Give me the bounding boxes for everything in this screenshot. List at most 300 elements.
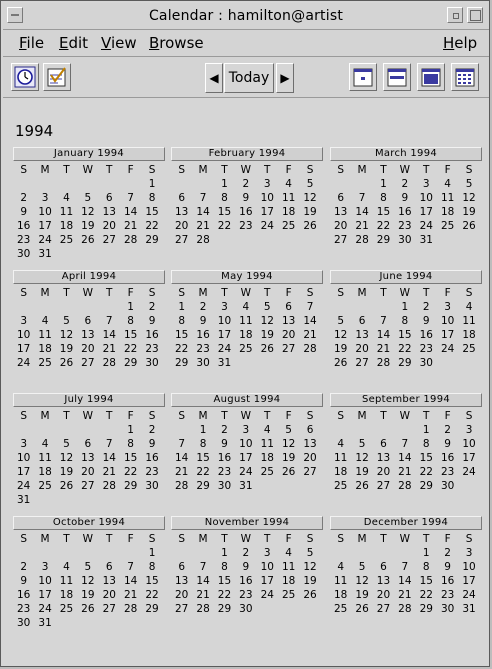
day-cell[interactable]: 11 (38, 452, 52, 464)
day-cell[interactable]: 12 (59, 329, 74, 341)
month-calendar[interactable] (171, 270, 323, 370)
day-cell[interactable]: 14 (376, 329, 391, 341)
day-cell[interactable]: 30 (17, 248, 31, 260)
day-cell[interactable]: 12 (81, 206, 95, 218)
day-cell[interactable]: 31 (239, 480, 253, 492)
day-cell[interactable]: 28 (398, 480, 412, 492)
day-cell[interactable]: 17 (462, 575, 476, 587)
day-cell[interactable]: 24 (38, 234, 52, 246)
day-cell[interactable]: 16 (239, 575, 253, 587)
day-cell[interactable]: 26 (59, 480, 74, 492)
day-cell[interactable]: 13 (175, 206, 189, 218)
day-cell[interactable]: 9 (199, 315, 207, 327)
day-cell[interactable]: 29 (175, 357, 189, 369)
month-calendar[interactable] (13, 270, 165, 370)
day-cell[interactable]: 17 (239, 452, 253, 464)
day-cell[interactable]: 7 (358, 192, 366, 204)
day-cell[interactable]: 5 (465, 178, 473, 190)
day-cell[interactable]: 7 (127, 192, 134, 204)
day-cell[interactable]: 17 (260, 206, 274, 218)
day-cell[interactable]: 12 (260, 315, 274, 327)
day-cell[interactable]: 20 (334, 220, 348, 232)
day-cell[interactable]: 4 (444, 178, 451, 190)
day-cell[interactable]: 29 (217, 603, 232, 615)
month-header-button[interactable]: January 1994 (13, 147, 165, 161)
day-cell[interactable]: 15 (398, 329, 412, 341)
day-cell[interactable]: 1 (380, 178, 387, 190)
day-cell[interactable]: 27 (334, 234, 348, 246)
day-cell[interactable]: 1 (127, 424, 134, 436)
day-cell[interactable]: 11 (59, 206, 74, 218)
day-cell[interactable]: 23 (196, 343, 210, 355)
day-cell[interactable]: 19 (462, 206, 476, 218)
day-cell[interactable]: 17 (419, 206, 433, 218)
day-cell[interactable]: 5 (63, 438, 70, 450)
day-cell[interactable]: 2 (221, 424, 228, 436)
month-header-button[interactable]: July 1994 (13, 393, 165, 407)
day-cell[interactable]: 2 (444, 424, 451, 436)
day-cell[interactable]: 31 (419, 234, 433, 246)
day-cell[interactable]: 27 (102, 603, 116, 615)
day-cell[interactable]: 21 (123, 589, 138, 601)
day-cell[interactable]: 15 (419, 452, 433, 464)
day-cell[interactable]: 6 (84, 438, 92, 450)
day-cell[interactable]: 14 (398, 452, 412, 464)
day-cell[interactable]: 2 (20, 192, 28, 204)
day-cell[interactable]: 25 (281, 220, 296, 232)
day-cell[interactable]: 19 (81, 589, 95, 601)
day-cell[interactable]: 4 (41, 315, 49, 327)
day-cell[interactable]: 13 (102, 575, 116, 587)
day-cell[interactable]: 20 (376, 466, 391, 478)
day-cell[interactable]: 13 (303, 438, 317, 450)
day-cell[interactable]: 10 (38, 575, 52, 587)
day-cell[interactable]: 17 (17, 343, 31, 355)
day-cell[interactable]: 6 (358, 315, 366, 327)
day-cell[interactable]: 2 (148, 301, 156, 313)
day-cell[interactable]: 15 (145, 575, 159, 587)
day-cell[interactable]: 9 (242, 561, 250, 573)
day-cell[interactable]: 23 (440, 589, 455, 601)
day-cell[interactable]: 25 (59, 603, 74, 615)
day-cell[interactable]: 20 (175, 589, 189, 601)
day-cell[interactable]: 17 (440, 329, 455, 341)
day-cell[interactable]: 26 (81, 234, 95, 246)
day-cell[interactable]: 14 (355, 206, 369, 218)
day-cell[interactable]: 10 (239, 438, 253, 450)
day-cell[interactable]: 9 (148, 315, 156, 327)
day-cell[interactable]: 15 (196, 452, 210, 464)
day-cell[interactable]: 12 (281, 438, 296, 450)
day-cell[interactable]: 9 (422, 315, 430, 327)
day-cell[interactable]: 16 (398, 206, 412, 218)
day-cell[interactable]: 14 (398, 575, 412, 587)
day-cell[interactable]: 21 (355, 220, 369, 232)
day-cell[interactable]: 22 (217, 220, 232, 232)
day-cell[interactable]: 27 (81, 357, 95, 369)
month-calendar[interactable] (13, 393, 165, 507)
day-cell[interactable]: 26 (81, 603, 95, 615)
day-cell[interactable]: 28 (102, 357, 116, 369)
day-cell[interactable]: 23 (17, 603, 31, 615)
day-cell[interactable]: 26 (462, 220, 476, 232)
day-cell[interactable]: 28 (175, 480, 189, 492)
day-cell[interactable]: 1 (221, 178, 228, 190)
day-cell[interactable]: 4 (242, 301, 250, 313)
day-cell[interactable]: 16 (440, 575, 455, 587)
month-calendar[interactable] (330, 516, 482, 616)
month-calendar[interactable] (330, 147, 482, 247)
day-cell[interactable]: 6 (380, 561, 387, 573)
day-cell[interactable]: 25 (334, 603, 348, 615)
day-cell[interactable]: 30 (17, 617, 31, 629)
day-cell[interactable]: 4 (63, 561, 70, 573)
day-cell[interactable]: 7 (401, 561, 409, 573)
day-cell[interactable]: 19 (81, 220, 95, 232)
day-cell[interactable]: 20 (81, 466, 95, 478)
day-cell[interactable]: 27 (355, 357, 369, 369)
day-cell[interactable]: 10 (462, 561, 476, 573)
day-cell[interactable]: 16 (419, 329, 433, 341)
day-cell[interactable]: 22 (145, 589, 159, 601)
month-calendar[interactable] (13, 147, 165, 261)
day-cell[interactable]: 24 (17, 480, 31, 492)
day-cell[interactable]: 18 (462, 329, 476, 341)
day-cell[interactable]: 27 (81, 480, 95, 492)
day-cell[interactable]: 15 (376, 206, 391, 218)
day-cell[interactable]: 7 (401, 438, 409, 450)
day-cell[interactable]: 1 (422, 547, 430, 559)
day-cell[interactable]: 6 (285, 301, 292, 313)
month-calendar[interactable] (171, 147, 323, 247)
day-cell[interactable]: 3 (263, 547, 271, 559)
day-cell[interactable]: 12 (303, 561, 317, 573)
day-cell[interactable]: 13 (355, 329, 369, 341)
day-cell[interactable]: 29 (398, 357, 412, 369)
day-cell[interactable]: 19 (303, 206, 317, 218)
day-cell[interactable]: 13 (175, 575, 189, 587)
day-cell[interactable]: 10 (419, 192, 433, 204)
day-cell[interactable]: 29 (376, 234, 391, 246)
day-cell[interactable]: 29 (196, 480, 210, 492)
day-cell[interactable]: 5 (306, 178, 314, 190)
day-cell[interactable]: 10 (260, 192, 274, 204)
day-cell[interactable]: 3 (422, 178, 430, 190)
month-header-button[interactable]: May 1994 (171, 270, 323, 284)
day-cell[interactable]: 8 (221, 561, 228, 573)
day-cell[interactable]: 1 (178, 301, 186, 313)
day-cell[interactable]: 27 (376, 480, 391, 492)
day-cell[interactable]: 10 (260, 561, 274, 573)
day-cell[interactable]: 2 (148, 424, 156, 436)
day-cell[interactable]: 8 (422, 561, 430, 573)
day-cell[interactable]: 28 (303, 343, 317, 355)
day-cell[interactable]: 1 (221, 547, 228, 559)
day-cell[interactable]: 20 (355, 343, 369, 355)
day-cell[interactable]: 26 (260, 343, 274, 355)
year-view-button[interactable] (451, 63, 479, 91)
day-cell[interactable]: 24 (419, 220, 433, 232)
day-cell[interactable]: 21 (102, 343, 116, 355)
day-cell[interactable]: 8 (401, 315, 409, 327)
day-cell[interactable]: 14 (196, 206, 210, 218)
day-cell[interactable]: 9 (20, 575, 28, 587)
day-cell[interactable]: 14 (102, 452, 116, 464)
month-header-button[interactable]: April 1994 (13, 270, 165, 284)
day-cell[interactable]: 9 (242, 192, 250, 204)
day-cell[interactable]: 31 (38, 248, 52, 260)
day-cell[interactable]: 3 (20, 315, 28, 327)
day-cell[interactable]: 30 (239, 603, 253, 615)
day-cell[interactable]: 3 (41, 192, 49, 204)
day-cell[interactable]: 15 (145, 206, 159, 218)
month-calendar[interactable] (171, 516, 323, 616)
day-cell[interactable]: 10 (440, 315, 455, 327)
day-cell[interactable]: 14 (303, 315, 317, 327)
day-cell[interactable]: 20 (175, 220, 189, 232)
day-cell[interactable]: 10 (38, 206, 52, 218)
day-cell[interactable]: 6 (178, 561, 186, 573)
day-cell[interactable]: 2 (242, 178, 250, 190)
day-cell[interactable]: 8 (127, 315, 134, 327)
day-cell[interactable]: 29 (145, 603, 159, 615)
day-cell[interactable]: 3 (465, 424, 473, 436)
day-cell[interactable]: 24 (38, 603, 52, 615)
day-cell[interactable]: 9 (20, 206, 28, 218)
day-cell[interactable]: 24 (260, 220, 274, 232)
day-cell[interactable]: 24 (17, 357, 31, 369)
day-cell[interactable]: 18 (260, 452, 274, 464)
day-cell[interactable]: 24 (217, 343, 232, 355)
day-cell[interactable]: 30 (196, 357, 210, 369)
day-cell[interactable]: 6 (380, 438, 387, 450)
day-cell[interactable]: 10 (217, 315, 232, 327)
day-cell[interactable]: 21 (102, 466, 116, 478)
day-cell[interactable]: 21 (376, 343, 391, 355)
day-cell[interactable]: 29 (419, 603, 433, 615)
day-cell[interactable]: 20 (102, 220, 116, 232)
day-cell[interactable]: 28 (398, 603, 412, 615)
menu-help[interactable] (443, 34, 477, 52)
day-cell[interactable]: 29 (123, 480, 138, 492)
day-cell[interactable]: 9 (221, 438, 228, 450)
day-cell[interactable]: 5 (358, 438, 366, 450)
month-header-button[interactable]: September 1994 (330, 393, 482, 407)
day-cell[interactable]: 23 (239, 220, 253, 232)
day-cell[interactable]: 18 (59, 589, 74, 601)
day-cell[interactable]: 16 (145, 452, 159, 464)
day-cell[interactable]: 7 (380, 315, 387, 327)
day-cell[interactable]: 2 (444, 547, 451, 559)
day-cell[interactable]: 18 (281, 575, 296, 587)
day-cell[interactable]: 18 (334, 466, 348, 478)
day-cell[interactable]: 30 (419, 357, 433, 369)
month-header-button[interactable]: June 1994 (330, 270, 482, 284)
day-cell[interactable]: 21 (123, 220, 138, 232)
day-cell[interactable]: 1 (148, 178, 156, 190)
day-cell[interactable]: 22 (145, 220, 159, 232)
day-cell[interactable]: 16 (217, 452, 232, 464)
day-cell[interactable]: 8 (199, 438, 207, 450)
day-cell[interactable]: 31 (217, 357, 232, 369)
day-cell[interactable]: 28 (355, 234, 369, 246)
day-cell[interactable]: 9 (444, 438, 451, 450)
day-cell[interactable]: 5 (84, 192, 92, 204)
day-cell[interactable]: 30 (145, 357, 159, 369)
day-cell[interactable]: 27 (175, 603, 189, 615)
day-cell[interactable]: 23 (398, 220, 412, 232)
day-cell[interactable]: 8 (148, 561, 156, 573)
day-cell[interactable]: 11 (334, 575, 348, 587)
day-cell[interactable]: 2 (20, 561, 28, 573)
day-cell[interactable]: 7 (127, 561, 134, 573)
day-cell[interactable]: 10 (462, 438, 476, 450)
day-cell[interactable]: 12 (334, 329, 348, 341)
day-cell[interactable]: 1 (401, 301, 409, 313)
day-cell[interactable]: 1 (422, 424, 430, 436)
day-cell[interactable]: 17 (462, 452, 476, 464)
day-cell[interactable]: 12 (59, 452, 74, 464)
day-cell[interactable]: 30 (398, 234, 412, 246)
day-cell[interactable]: 22 (398, 343, 412, 355)
month-calendar[interactable] (13, 516, 165, 630)
todo-editor-button[interactable] (43, 63, 71, 91)
day-cell[interactable]: 25 (59, 234, 74, 246)
day-cell[interactable]: 11 (59, 575, 74, 587)
day-cell[interactable]: 19 (355, 466, 369, 478)
day-cell[interactable]: 28 (376, 357, 391, 369)
day-cell[interactable]: 19 (281, 452, 296, 464)
day-cell[interactable]: 15 (419, 575, 433, 587)
maximize-button[interactable] (467, 7, 483, 23)
day-cell[interactable]: 19 (303, 575, 317, 587)
month-calendar[interactable] (330, 270, 482, 370)
day-cell[interactable]: 6 (105, 192, 113, 204)
day-cell[interactable]: 19 (260, 329, 274, 341)
day-cell[interactable]: 11 (440, 192, 455, 204)
day-cell[interactable]: 19 (59, 466, 74, 478)
day-cell[interactable]: 22 (419, 466, 433, 478)
day-cell[interactable]: 4 (337, 438, 345, 450)
day-cell[interactable]: 19 (355, 589, 369, 601)
day-cell[interactable]: 6 (84, 315, 92, 327)
day-cell[interactable]: 23 (239, 589, 253, 601)
day-cell[interactable]: 7 (105, 315, 113, 327)
day-cell[interactable]: 8 (422, 438, 430, 450)
title-bar[interactable] (3, 3, 489, 30)
day-cell[interactable]: 1 (148, 547, 156, 559)
day-cell[interactable]: 4 (263, 424, 271, 436)
day-cell[interactable]: 13 (102, 206, 116, 218)
day-cell[interactable]: 23 (419, 343, 433, 355)
day-cell[interactable]: 7 (199, 561, 207, 573)
day-cell[interactable]: 22 (217, 589, 232, 601)
day-cell[interactable]: 11 (260, 438, 274, 450)
day-cell[interactable]: 16 (17, 589, 31, 601)
day-cell[interactable]: 12 (355, 575, 369, 587)
day-cell[interactable]: 17 (217, 329, 232, 341)
day-cell[interactable]: 30 (145, 480, 159, 492)
day-cell[interactable]: 4 (63, 192, 70, 204)
day-cell[interactable]: 27 (102, 234, 116, 246)
day-cell[interactable]: 6 (337, 192, 345, 204)
day-cell[interactable]: 11 (281, 192, 296, 204)
day-cell[interactable]: 5 (358, 561, 366, 573)
day-cell[interactable]: 22 (175, 343, 189, 355)
day-cell[interactable]: 13 (376, 452, 391, 464)
day-cell[interactable]: 21 (398, 466, 412, 478)
day-view-button[interactable] (349, 63, 377, 91)
day-cell[interactable]: 18 (59, 220, 74, 232)
day-cell[interactable]: 3 (20, 438, 28, 450)
day-cell[interactable]: 4 (285, 178, 292, 190)
day-cell[interactable]: 25 (38, 480, 52, 492)
day-cell[interactable]: 18 (38, 343, 52, 355)
day-cell[interactable]: 16 (145, 329, 159, 341)
day-cell[interactable]: 4 (465, 301, 473, 313)
day-cell[interactable]: 7 (306, 301, 314, 313)
day-cell[interactable]: 16 (239, 206, 253, 218)
day-cell[interactable]: 14 (123, 575, 138, 587)
day-cell[interactable]: 7 (199, 192, 207, 204)
day-cell[interactable]: 10 (17, 329, 31, 341)
day-cell[interactable]: 14 (196, 575, 210, 587)
day-cell[interactable]: 11 (462, 315, 476, 327)
day-cell[interactable]: 3 (465, 547, 473, 559)
day-cell[interactable]: 12 (355, 452, 369, 464)
day-cell[interactable]: 17 (38, 220, 52, 232)
day-cell[interactable]: 8 (148, 192, 156, 204)
day-cell[interactable]: 17 (260, 575, 274, 587)
day-cell[interactable]: 13 (334, 206, 348, 218)
day-cell[interactable]: 9 (444, 561, 451, 573)
day-cell[interactable]: 26 (59, 357, 74, 369)
day-cell[interactable]: 3 (263, 178, 271, 190)
day-cell[interactable]: 24 (239, 466, 253, 478)
day-cell[interactable]: 25 (334, 480, 348, 492)
day-cell[interactable]: 12 (81, 575, 95, 587)
day-cell[interactable]: 24 (462, 589, 476, 601)
day-cell[interactable]: 25 (38, 357, 52, 369)
day-cell[interactable]: 23 (145, 466, 159, 478)
day-cell[interactable]: 5 (285, 424, 292, 436)
day-cell[interactable]: 26 (334, 357, 348, 369)
day-cell[interactable]: 17 (38, 589, 52, 601)
menu-file[interactable] (19, 34, 44, 52)
day-cell[interactable]: 16 (196, 329, 210, 341)
day-cell[interactable]: 11 (281, 561, 296, 573)
day-cell[interactable]: 15 (123, 329, 138, 341)
day-cell[interactable]: 15 (175, 329, 189, 341)
day-cell[interactable]: 5 (306, 547, 314, 559)
day-cell[interactable]: 27 (303, 466, 317, 478)
day-cell[interactable]: 4 (337, 561, 345, 573)
month-header-button[interactable]: December 1994 (330, 516, 482, 530)
day-cell[interactable]: 26 (303, 220, 317, 232)
day-cell[interactable]: 15 (217, 206, 232, 218)
week-view-button[interactable] (383, 63, 411, 91)
day-cell[interactable]: 12 (303, 192, 317, 204)
previous-button[interactable] (205, 63, 223, 93)
day-cell[interactable]: 8 (380, 192, 387, 204)
day-cell[interactable]: 5 (337, 315, 345, 327)
day-cell[interactable]: 27 (175, 234, 189, 246)
day-cell[interactable]: 9 (148, 438, 156, 450)
day-cell[interactable]: 21 (398, 589, 412, 601)
day-cell[interactable]: 20 (81, 343, 95, 355)
day-cell[interactable]: 3 (444, 301, 451, 313)
day-cell[interactable]: 25 (239, 343, 253, 355)
